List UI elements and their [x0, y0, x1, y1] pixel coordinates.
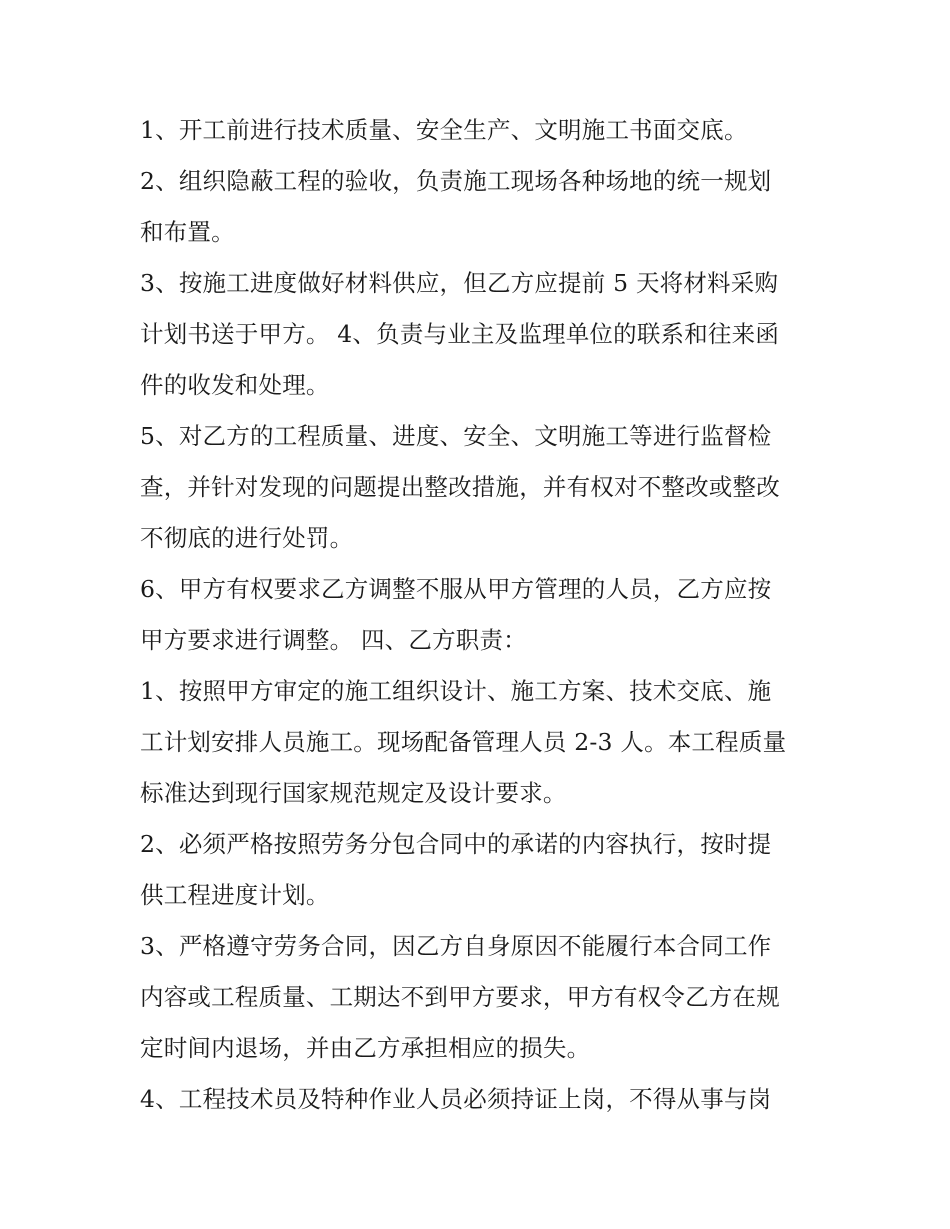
text-line: 内容或工程质量、工期达不到甲方要求，甲方有权令乙方在规	[140, 983, 780, 1011]
text-line: 工计划安排人员施工。现场配备管理人员 2-3 人。本工程质量	[140, 728, 787, 756]
text-line: 不彻底的进行处罚。	[140, 524, 354, 552]
text-line: 标准达到现行国家规范规定及设计要求。	[140, 779, 567, 807]
text-line: 1、开工前进行技术质量、安全生产、文明施工书面交底。	[140, 116, 748, 144]
text-line: 3、严格遵守劳务合同，因乙方自身原因不能履行本合同工作	[140, 932, 772, 960]
text-line: 5、对乙方的工程质量、进度、安全、文明施工等进行监督检	[140, 422, 772, 450]
text-line: 3、按施工进度做好材料供应，但乙方应提前 5 天将材料采购	[140, 269, 779, 297]
text-line: 定时间内退场，并由乙方承担相应的损失。	[140, 1034, 591, 1062]
text-line: 和布置。	[140, 218, 235, 246]
text-line: 2、必须严格按照劳务分包合同中的承诺的内容执行，按时提	[140, 830, 772, 858]
document-body	[140, 105, 830, 1125]
text-line: 甲方要求进行调整。 四、乙方职责：	[140, 626, 527, 654]
text-line: 计划书送于甲方。 4、负责与业主及监理单位的联系和往来函	[140, 320, 780, 348]
text-line: 1、按照甲方审定的施工组织设计、施工方案、技术交底、施	[140, 677, 772, 705]
text-line: 6、甲方有权要求乙方调整不服从甲方管理的人员，乙方应按	[140, 575, 772, 603]
text-line: 2、组织隐蔽工程的验收，负责施工现场各种场地的统一规划	[140, 167, 772, 195]
text-line: 件的收发和处理。	[140, 371, 330, 399]
text-line: 查，并针对发现的问题提出整改措施，并有权对不整改或整改	[140, 473, 780, 501]
text-line: 供工程进度计划。	[140, 881, 330, 909]
text-line: 4、工程技术员及特种作业人员必须持证上岗，不得从事与岗	[140, 1085, 772, 1113]
